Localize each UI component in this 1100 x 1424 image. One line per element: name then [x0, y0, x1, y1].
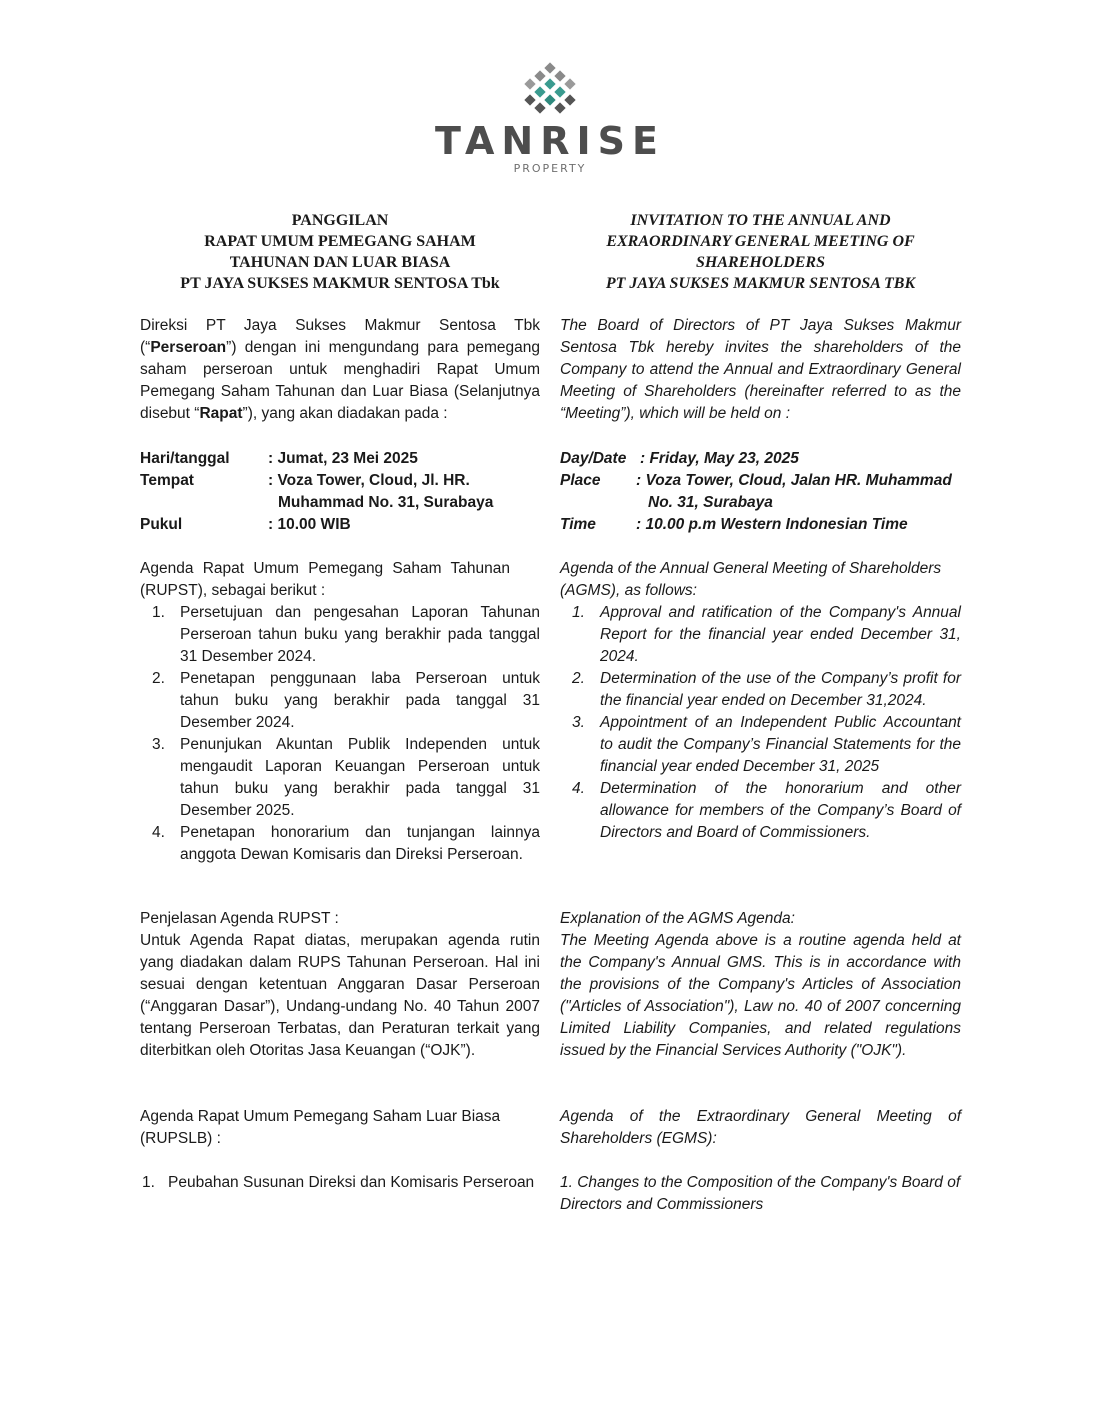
- item-number: 1.: [152, 604, 165, 621]
- schedule-label: Day/Date: [560, 450, 627, 467]
- indonesian-column: [140, 210, 540, 1191]
- item-number: 4.: [572, 780, 585, 797]
- item-number: 3.: [152, 736, 165, 753]
- list-item: [140, 602, 540, 668]
- item-number: 4.: [152, 824, 165, 841]
- schedule-value: : Jumat, 23 Mei 2025: [268, 450, 418, 467]
- item-number: 1.: [142, 1174, 155, 1191]
- left-title-line: PT JAYA SUKSES MAKMUR SENTOSA Tbk: [180, 275, 500, 292]
- schedule-value: : 10.00 p.m Western Indonesian Time: [636, 516, 908, 533]
- list-item: [140, 1172, 540, 1194]
- intro-text: Direksi PT Jaya Sukses Makmur Sentosa Tbk (“: [140, 317, 540, 356]
- item-number: 3.: [572, 714, 585, 731]
- expl-text: Untuk Agenda Rapat diatas, merupakan agenda rutin yang diadakan dalam RUPS Tahunan Perseroan. Hal ini sesuai dengan ketentuan Anggaran Dasar Perseroan (“Anggaran Dasar”), Undang-undang No. 40 Tahun 2007 tentang Perseroan Terbatas, dan Peraturan terkait yang diterbitkan oleh Otoritas Jasa Keuangan (“OJK”).: [140, 932, 540, 1059]
- list-item: [140, 822, 540, 866]
- egm-list: [140, 1172, 540, 1194]
- schedule-label: Tempat: [140, 472, 194, 489]
- egm-heading: Agenda of the Extraordinary General Meeting of Shareholders (EGMS):: [560, 1108, 961, 1147]
- agm-list: [560, 602, 961, 844]
- left-intro: [140, 315, 540, 425]
- item-number: 1.: [572, 604, 585, 621]
- list-item: [560, 602, 961, 668]
- item-text: Peubahan Susunan Direksi dan Komisaris Perseroan: [168, 1174, 535, 1191]
- list-item: [140, 734, 540, 822]
- company-logo: [0, 60, 1100, 175]
- agm-heading: Agenda Rapat Umum Pemegang Saham Tahunan (RUPST), sebagai berikut :: [140, 560, 510, 599]
- english-column: [560, 210, 961, 1213]
- left-title-line: RAPAT UMUM PEMEGANG SAHAM: [204, 233, 476, 250]
- right-title-line: EXRAORDINARY GENERAL MEETING OF: [606, 233, 915, 250]
- schedule-value: : 10.00 WIB: [268, 516, 351, 533]
- expl-text: The Meeting Agenda above is a routine agenda held at the Company's Annual GMS. This is in accordance with the provisions of the Company's Articles of Association ("Articles of Association"), Law no. 40 of 2007 concerning Limited Liability Companies, and related regulations issued by the Financial Services Authority ("OJK").: [560, 932, 961, 1059]
- intro-text: ”), yang akan diadakan pada :: [242, 405, 448, 422]
- item-text: Penunjukan Akuntan Publik Independen untuk mengaudit Laporan Keuangan Perseroan untuk tahun buku yang berakhir pada tanggal 31 Desember 2025.: [180, 736, 540, 819]
- list-item: [560, 712, 961, 778]
- item-number: 2.: [572, 670, 585, 687]
- right-title-line: PT JAYA SUKSES MAKMUR SENTOSA TBK: [605, 275, 916, 292]
- egm-heading: Agenda Rapat Umum Pemegang Saham Luar Biasa (RUPSLB) :: [140, 1108, 501, 1147]
- agm-heading: Agenda of the Annual General Meeting of Shareholders (AGMS), as follows:: [560, 560, 942, 599]
- schedule-value: Muhammad No. 31, Surabaya: [278, 494, 494, 511]
- list-item: [560, 778, 961, 844]
- agm-list: [140, 602, 540, 866]
- logo-subtitle: PROPERTY: [513, 162, 587, 175]
- item-text: Approval and ratification of the Company's Annual Report for the financial year ended December 31, 2024.: [600, 604, 961, 665]
- tanrise-diamond-icon: [520, 60, 580, 116]
- left-title-line: PANGGILAN: [291, 212, 389, 229]
- item-text: Determination of the use of the Company’s profit for the financial year ended on December 31,2024.: [600, 670, 961, 709]
- intro-bold-term: Rapat: [199, 405, 243, 422]
- item-text: Appointment of an Independent Public Accountant to audit the Company’s Financial Statements for the financial year ended December 31, 2025: [600, 714, 961, 775]
- list-item: [560, 668, 961, 712]
- schedule-value: : Friday, May 23, 2025: [640, 450, 799, 467]
- expl-heading: Penjelasan Agenda RUPST :: [140, 910, 339, 927]
- right-title: [560, 210, 961, 294]
- right-intro: The Board of Directors of PT Jaya Sukses Makmur Sentosa Tbk hereby invites the shareholders of the Company to attend the Annual and Extraordinary General Meeting of Shareholders (hereinafter referred to as the “Meeting”), which will be held on :: [560, 317, 961, 422]
- list-item: [140, 668, 540, 734]
- schedule-value: No. 31, Surabaya: [648, 494, 773, 511]
- schedule-label: Place: [560, 472, 601, 489]
- item-text: Penetapan honorarium dan tunjangan lainnya anggota Dewan Komisaris dan Direksi Perseroan.: [180, 824, 540, 863]
- logo-wordmark: TANRISE: [435, 119, 665, 163]
- schedule-value: : Voza Tower, Cloud, Jalan HR. Muhammad: [636, 472, 952, 489]
- expl-heading: Explanation of the AGMS Agenda:: [560, 910, 795, 927]
- right-title-line: INVITATION TO THE ANNUAL AND: [630, 212, 891, 229]
- schedule-label: Time: [560, 516, 596, 533]
- item-text: Persetujuan dan pengesahan Laporan Tahunan Perseroan tahun buku yang berakhir pada tanggal 31 Desember 2024.: [180, 604, 540, 665]
- left-title: [140, 210, 540, 294]
- item-number: 2.: [152, 670, 165, 687]
- schedule-value: : Voza Tower, Cloud, Jl. HR.: [268, 472, 470, 489]
- schedule-label: Pukul: [140, 516, 183, 533]
- right-title-line: SHAREHOLDERS: [696, 254, 825, 271]
- intro-bold-term: Perseroan: [150, 339, 227, 356]
- item-text: Determination of the honorarium and other allowance for members of the Company’s Board of Directors and Board of Commissioners.: [600, 780, 961, 841]
- schedule-label: Hari/tanggal: [140, 450, 230, 467]
- left-title-line: TAHUNAN DAN LUAR BIASA: [229, 254, 451, 271]
- egm-item: 1. Changes to the Composition of the Company's Board of Directors and Commissioners: [560, 1174, 961, 1213]
- item-text: Penetapan penggunaan laba Perseroan untuk tahun buku yang berakhir pada tanggal 31 Desember 2024.: [180, 670, 540, 731]
- intro-text: ”) dengan ini mengundang para pemegang saham perseroan untuk menghadiri Rapat Umum Pemegang Saham Tahunan dan Luar Biasa (Selanjutnya disebut “: [140, 339, 540, 422]
